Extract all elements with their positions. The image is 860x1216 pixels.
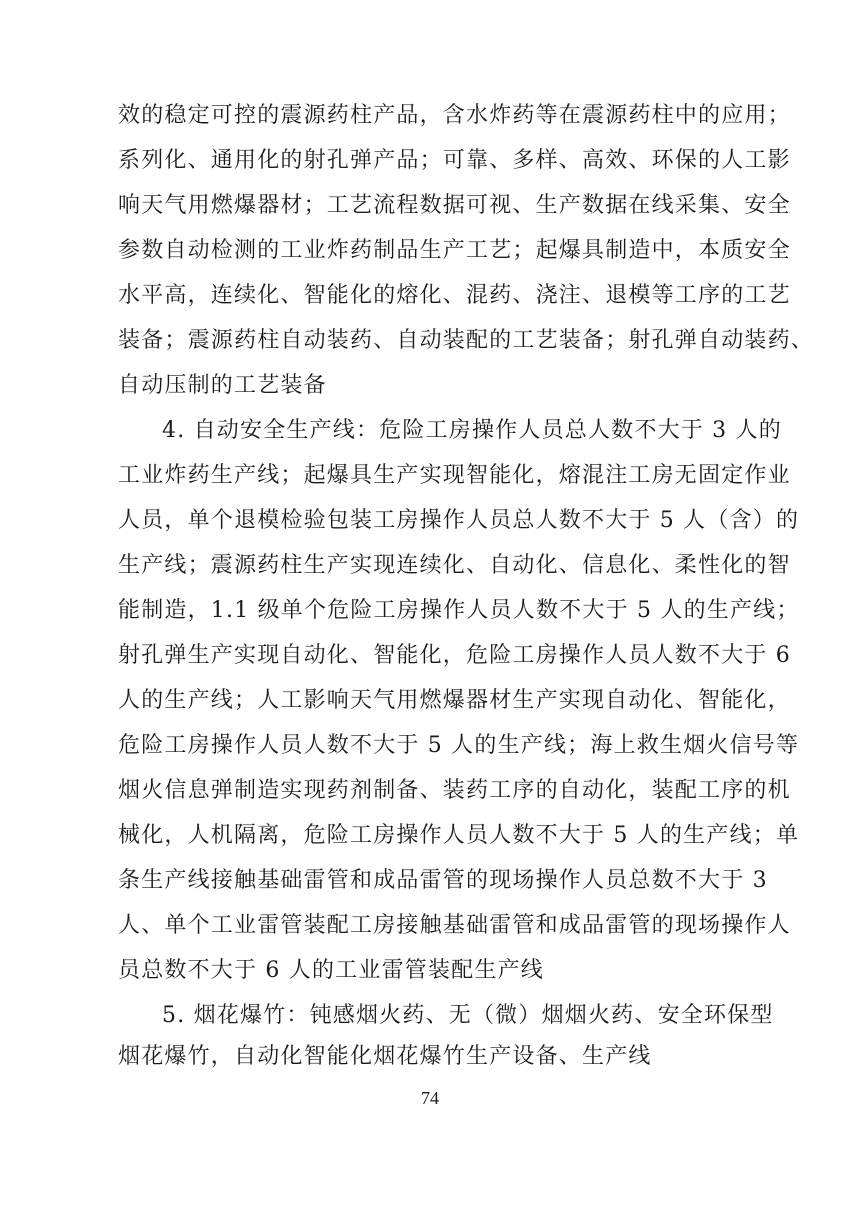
text-line: 危险工房操作人员人数不大于 5 人的生产线；海上救生烟火信号等: [118, 733, 800, 758]
text-line: 生产线；震源药柱生产实现连续化、自动化、信息化、柔性化的智: [118, 553, 791, 578]
text-line: 械化，人机隔离，危险工房操作人员人数不大于 5 人的生产线；单: [118, 823, 800, 848]
text-line: 烟花爆竹，自动化智能化烟花爆竹生产设备、生产线: [118, 1044, 652, 1069]
text-line: 参数自动检测的工业炸药制品生产工艺；起爆具制造中，本质安全: [118, 238, 791, 263]
section-5-heading-line: 5. 烟花爆竹：钝感烟火药、无（微）烟烟火药、安全环保型: [162, 1003, 774, 1028]
text-line: 工业炸药生产线；起爆具生产实现智能化，熔混注工房无固定作业: [118, 463, 791, 488]
text-line: 自动压制的工艺装备: [118, 373, 327, 398]
text-line: 效的稳定可控的震源药柱产品，含水炸药等在震源药柱中的应用；: [118, 103, 791, 128]
text-line: 条生产线接触基础雷管和成品雷管的现场操作人员总数不大于 3: [118, 868, 768, 893]
text-line: 响天气用燃爆器材；工艺流程数据可视、生产数据在线采集、安全: [118, 193, 791, 218]
text-line: 水平高，连续化、智能化的熔化、混药、浇注、退模等工序的工艺: [118, 283, 791, 308]
text-line: 装备；震源药柱自动装药、自动装配的工艺装备；射孔弹自动装药、: [118, 328, 815, 353]
text-line: 人员，单个退模检验包装工房操作人员总人数不大于 5 人（含）的: [118, 508, 800, 533]
section-4-heading-line: 4. 自动安全生产线：危险工房操作人员总人数不大于 3 人的: [162, 418, 782, 443]
text-line: 人的生产线；人工影响天气用燃爆器材生产实现自动化、智能化，: [118, 688, 791, 713]
text-line: 烟火信息弹制造实现药剂制备、装药工序的自动化，装配工序的机: [118, 778, 791, 803]
text-line: 能制造，1.1 级单个危险工房操作人员人数不大于 5 人的生产线；: [118, 598, 800, 623]
text-line: 人、单个工业雷管装配工房接触基础雷管和成品雷管的现场操作人: [118, 913, 791, 938]
text-line: 员总数不大于 6 人的工业雷管装配生产线: [118, 958, 544, 983]
text-line: 射孔弹生产实现自动化、智能化，危险工房操作人员人数不大于 6: [118, 643, 791, 668]
text-line: 系列化、通用化的射孔弹产品；可靠、多样、高效、环保的人工影: [118, 148, 791, 173]
page-number: 74: [421, 1088, 439, 1108]
